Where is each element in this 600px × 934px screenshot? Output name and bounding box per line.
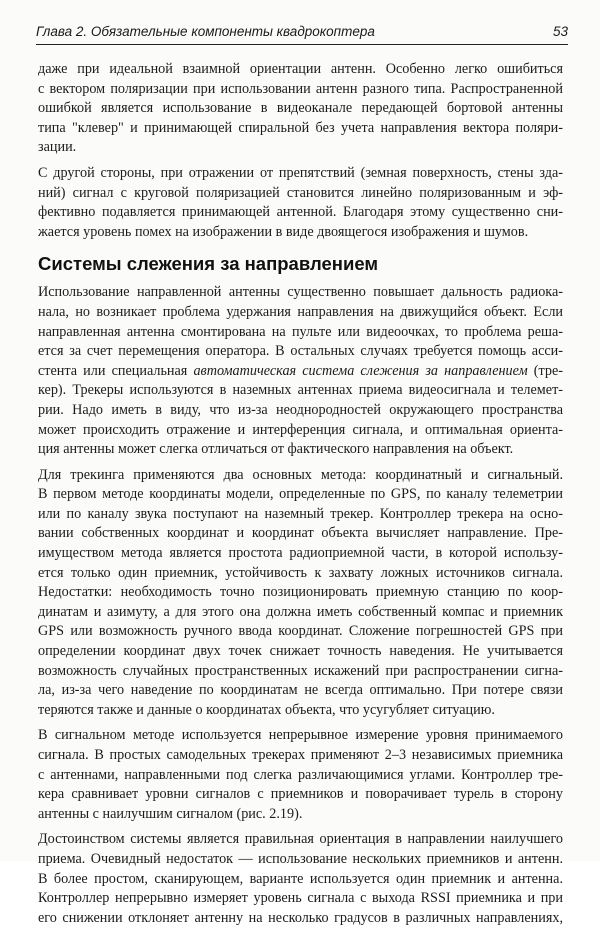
paragraph-directional-antenna bbox=[38, 283, 563, 459]
text-line: его снижении отклоняет антенну на несколько градусов в различных направлениях, bbox=[38, 909, 563, 926]
text-line: GPS или возможность ручного ввода координат. Сложение погрешностей GPS при bbox=[38, 623, 563, 640]
paragraph-coordinate-method bbox=[38, 466, 563, 721]
text-line bbox=[38, 362, 563, 382]
text-line: Недостатки: необходимость точно позиционировать приемную станцию по коор- bbox=[38, 584, 563, 601]
text-line: типа "клевер" и принимающей спиральной без учета направления вектора поляри- bbox=[38, 119, 563, 136]
text-line: Контроллер непрерывно измеряет уровень сигнала с выхода RSSI приемника и при bbox=[38, 890, 563, 907]
text-line: с антеннами, направленными под слегка различающимися углами. Контроллер тре- bbox=[38, 766, 563, 783]
emphasized-term: автоматическая система слежения за направлением bbox=[193, 362, 528, 379]
text-line: рии. Надо иметь в виду, что из-за неоднородностей окружающего пространства bbox=[38, 401, 563, 418]
text-line: В более простом, сканирующем, варианте используется один приемник и антенна. bbox=[38, 870, 563, 887]
text-line: ется только один приемник, устойчивость к захвату ложных источников сигнала. bbox=[38, 564, 563, 581]
text-line: кер). Трекеры используются в наземных антеннах приема видеосигнала и телемет- bbox=[38, 382, 563, 399]
paragraph-reflection bbox=[38, 164, 563, 242]
text-line: ется за счет перемещения оператора. В остальных случаях требуется помощь асси- bbox=[38, 343, 563, 360]
text-line: ний) сигнал с круговой поляризацией становится линейно поляризованным и эф- bbox=[38, 184, 563, 201]
text-line: с вектором поляризации при использовании антенн разного типа. Распространенной bbox=[38, 80, 563, 97]
text-fragment: стента или специальная bbox=[38, 362, 194, 379]
text-line: возможность случайных пространственных искажений при распространении сигна- bbox=[38, 662, 563, 679]
paragraph-advantages bbox=[38, 830, 563, 928]
text-line: динатам и азимуту, а для этого она должна иметь собственный компас и приемник bbox=[38, 603, 563, 620]
text-line: жается уровень помех на изображении в виде двоящегося изображения и шумов. bbox=[38, 223, 529, 240]
running-header bbox=[36, 22, 568, 45]
text-line: антенны с наилучшим сигналом (рис. 2.19). bbox=[38, 805, 303, 822]
paragraph-signal-method bbox=[38, 726, 563, 824]
text-line: имуществом метода является простота радиоприемной части, в которой использу- bbox=[38, 545, 563, 562]
text-line: Использование направленной антенны существенно повышает дальность радиока- bbox=[38, 284, 563, 301]
text-line: направленная антенна смонтирована на пульте или видеоочках, то проблема решa- bbox=[38, 323, 563, 340]
text-line: кера сравнивает уровни сигналов с приемников и поворачивает турель в сторону bbox=[38, 786, 563, 803]
page-number: 53 bbox=[552, 24, 568, 39]
text-line: Для трекинга применяются два основных метода: координатный и сигнальный. bbox=[38, 466, 563, 483]
text-line: С другой стороны, при отражении от препятствий (земная поверхность, стены зда- bbox=[38, 164, 563, 181]
text-line: ошибкой является использование в видеоканале передающей бортовой антенны bbox=[38, 100, 563, 117]
text-line: теряются также и данные о координатах объекта, что усугубляет ситуацию. bbox=[38, 701, 495, 718]
text-line: приема. Очевидный недостаток — использование нескольких приемников и антенн. bbox=[38, 850, 563, 867]
text-line: ция антенны может слегка отличаться от фактического направления на объект. bbox=[38, 441, 514, 458]
text-line: В сигнальном методе используется непрерывное измерение уровня принимаемого bbox=[38, 727, 563, 744]
text-fragment: (тре- bbox=[527, 362, 563, 379]
text-line: фективно подавляется принимающей антенной. Благодаря этому существенно сни- bbox=[38, 204, 563, 221]
text-line: В первом методе координаты модели, определенные по GPS, по каналу телеметрии bbox=[38, 486, 563, 503]
text-line: даже при идеальной взаимной ориентации антенн. Особенно легко ошибиться bbox=[38, 61, 563, 77]
text-line: зации. bbox=[38, 139, 77, 156]
text-line: сигнала. В простых самодельных трекерах применяют 2–3 независимых приемника bbox=[38, 747, 563, 763]
text-line: нала, но возникает проблема удержания направления на движущийся объект. Если bbox=[38, 303, 563, 320]
section-heading: Системы слежения за направлением bbox=[38, 253, 379, 275]
text-line: или по каналу звука поступают на наземный трекер. Контроллер трекера на осно- bbox=[38, 505, 563, 522]
text-line: ла, из-за чего наведение по координатам не всегда оптимально. При потере связи bbox=[38, 682, 563, 699]
text-line: вании собственных координат и координат объекта вычисляет направление. Пре- bbox=[38, 525, 563, 542]
text-line: определении координат двух точек снижает точность наведения. Не учитывается bbox=[38, 643, 563, 660]
body-text bbox=[38, 60, 563, 934]
text-line: Достоинством системы является правильная ориентация в направлении наилучшего bbox=[38, 831, 563, 848]
paragraph-polarization-error bbox=[38, 60, 563, 158]
chapter-title: Глава 2. Обязательные компоненты квадрокоптера bbox=[36, 24, 375, 39]
text-line: может происходить отражение и интерференция сигнала, и оптимальная ориента- bbox=[38, 421, 563, 438]
